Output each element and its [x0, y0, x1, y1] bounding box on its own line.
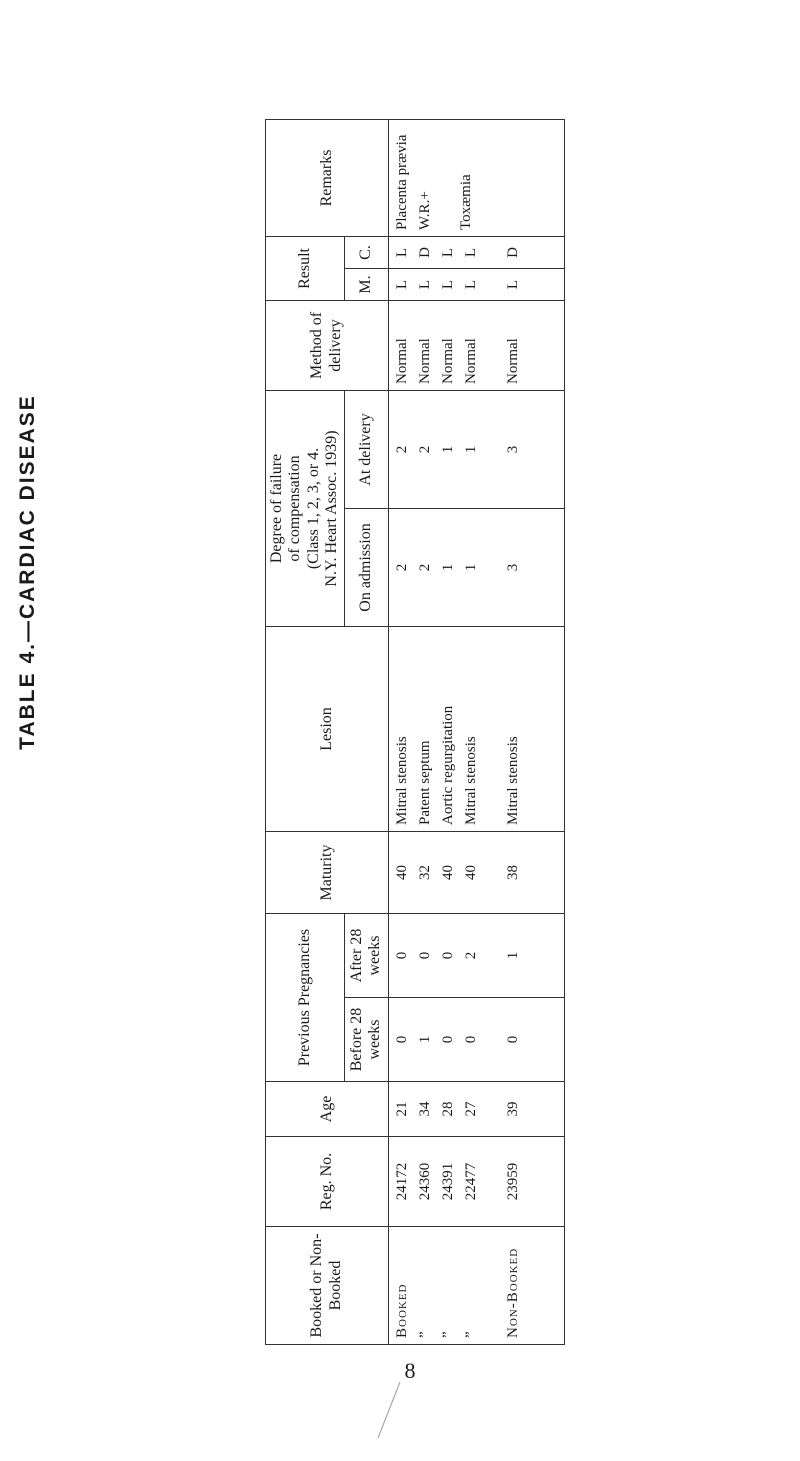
- header-remarks: Remarks: [266, 119, 389, 236]
- m-value: L: [504, 279, 521, 290]
- remarks-value: W.R.+: [416, 191, 433, 230]
- cell-maturity: [388, 832, 564, 914]
- before-value: 0: [504, 1035, 521, 1044]
- method-value: Normal: [393, 338, 410, 384]
- after-value: 0: [416, 951, 433, 960]
- cell-reg-no: [388, 1137, 564, 1227]
- header-age: Age: [266, 1082, 389, 1137]
- reg-no-value: 24391: [440, 1162, 457, 1201]
- age-value: 39: [504, 1101, 521, 1117]
- at-delivery-value: 3: [504, 445, 521, 454]
- header-degree-of-failure: [266, 390, 345, 626]
- lesion-value: Mitral stenosis: [463, 736, 480, 825]
- header-degree-line-4: N.Y. Heart Assoc. 1939): [323, 430, 341, 587]
- cell-method: [388, 300, 564, 390]
- cell-at-delivery: [388, 390, 564, 508]
- method-value: Normal: [416, 338, 433, 384]
- row-gap: [484, 1004, 502, 1075]
- header-previous-pregnancies: Previous Pregnancies: [266, 914, 345, 1082]
- after-value: 0: [393, 951, 410, 960]
- reg-no-value: 22477: [463, 1162, 480, 1201]
- before-value: 1: [416, 1035, 433, 1044]
- at-delivery-value: 1: [463, 445, 480, 454]
- at-delivery-value: 2: [393, 445, 410, 454]
- table-header: [266, 119, 389, 1344]
- table-body: [388, 119, 564, 1344]
- after-value: 2: [463, 951, 480, 960]
- header-at-delivery: At delivery: [344, 390, 388, 508]
- header-reg-no: Reg. No.: [266, 1137, 389, 1227]
- table-caption-text: TABLE 4.—CARDIAC DISEASE: [16, 394, 39, 750]
- lesion-value: Aortic regurgitation: [440, 705, 457, 825]
- cell-after: [388, 914, 564, 998]
- m-value: L: [463, 279, 480, 290]
- booked-value: ”: [440, 1331, 457, 1338]
- header-m: M.: [344, 268, 388, 300]
- c-value: L: [393, 247, 410, 258]
- page-number: 8: [404, 1358, 416, 1383]
- maturity-value: 40: [440, 865, 457, 880]
- cell-before: [388, 998, 564, 1082]
- booked-value: ”: [416, 1331, 433, 1338]
- cell-booked: [388, 1227, 564, 1345]
- c-value: L: [463, 247, 480, 258]
- reg-no-value: 23959: [504, 1162, 521, 1201]
- before-value: 0: [393, 1035, 410, 1044]
- maturity-value: 40: [463, 865, 480, 880]
- cell-c: [388, 236, 564, 268]
- row-gap: [484, 633, 502, 825]
- cell-on-admission: [388, 509, 564, 627]
- booked-value: Booked: [393, 1283, 410, 1338]
- before-value: 0: [440, 1035, 457, 1044]
- remarks-value: Placenta prævia: [393, 134, 410, 230]
- row-gap: [437, 126, 455, 230]
- header-degree-line-2: of compensation: [286, 455, 304, 562]
- row-gap: [484, 243, 502, 262]
- lesion-value: Mitral stenosis: [393, 736, 410, 825]
- header-degree-line-3: (Class 1, 2, 3, or 4.: [304, 447, 322, 570]
- age-value: 28: [440, 1101, 457, 1117]
- row-gap: [484, 275, 502, 294]
- row-gap: [484, 397, 502, 502]
- header-before: Before 28 weeks: [344, 998, 388, 1082]
- cell-age: [388, 1082, 564, 1137]
- reg-no-value: 24360: [416, 1162, 433, 1201]
- booked-value: ”: [463, 1331, 480, 1338]
- after-value: 1: [504, 951, 521, 960]
- row-gap: [484, 1233, 502, 1338]
- rotated-table-wrapper: [265, 120, 565, 1345]
- row-gap: [484, 515, 502, 620]
- at-delivery-value: 2: [416, 445, 433, 454]
- row-gap: [484, 307, 502, 384]
- row-gap: [484, 1143, 502, 1220]
- cell-remarks: [388, 119, 564, 236]
- age-value: 34: [416, 1101, 433, 1117]
- cell-m: [388, 268, 564, 300]
- at-delivery-value: 1: [440, 445, 457, 454]
- on-admission-value: 2: [416, 563, 433, 572]
- remarks-value: Toxæmia: [458, 174, 475, 230]
- booked-value: Non-Booked: [504, 1247, 521, 1338]
- header-booked: Booked or Non-Booked: [266, 1227, 389, 1345]
- m-value: L: [416, 279, 433, 290]
- row-gap: [484, 838, 502, 907]
- lesion-value: Patent septum: [416, 740, 433, 825]
- reg-no-value: 24172: [393, 1162, 410, 1201]
- on-admission-value: 1: [463, 563, 480, 572]
- m-value: L: [393, 279, 410, 290]
- lesion-value: Mitral stenosis: [504, 736, 521, 825]
- c-value: D: [504, 247, 521, 258]
- before-value: 0: [463, 1035, 480, 1044]
- header-after: After 28 weeks: [344, 914, 388, 998]
- method-value: Normal: [463, 338, 480, 384]
- header-c: C.: [344, 236, 388, 268]
- c-value: D: [416, 247, 433, 258]
- maturity-value: 40: [393, 865, 410, 880]
- after-value: 0: [440, 951, 457, 960]
- pencil-stroke-mark: [370, 1380, 410, 1440]
- age-value: 21: [393, 1101, 410, 1117]
- header-on-admission: On admission: [344, 509, 388, 627]
- method-value: Normal: [440, 338, 457, 384]
- header-method: Method of delivery: [266, 300, 389, 390]
- m-value: L: [440, 279, 457, 290]
- maturity-value: 38: [504, 865, 521, 880]
- cell-lesion: [388, 627, 564, 832]
- method-value: Normal: [504, 338, 521, 384]
- on-admission-value: 2: [393, 563, 410, 572]
- cardiac-disease-table: [265, 119, 565, 1345]
- header-degree-line-1: Degree of failure: [268, 453, 285, 564]
- c-value: L: [440, 247, 457, 258]
- row-gap: [484, 1088, 502, 1130]
- maturity-value: 32: [416, 865, 433, 880]
- on-admission-value: 1: [440, 563, 457, 572]
- header-maturity: Maturity: [266, 832, 389, 914]
- on-admission-value: 3: [504, 563, 521, 572]
- header-lesion: Lesion: [266, 627, 389, 832]
- header-result: Result: [266, 236, 345, 300]
- row-gap: [484, 920, 502, 991]
- age-value: 27: [463, 1101, 480, 1117]
